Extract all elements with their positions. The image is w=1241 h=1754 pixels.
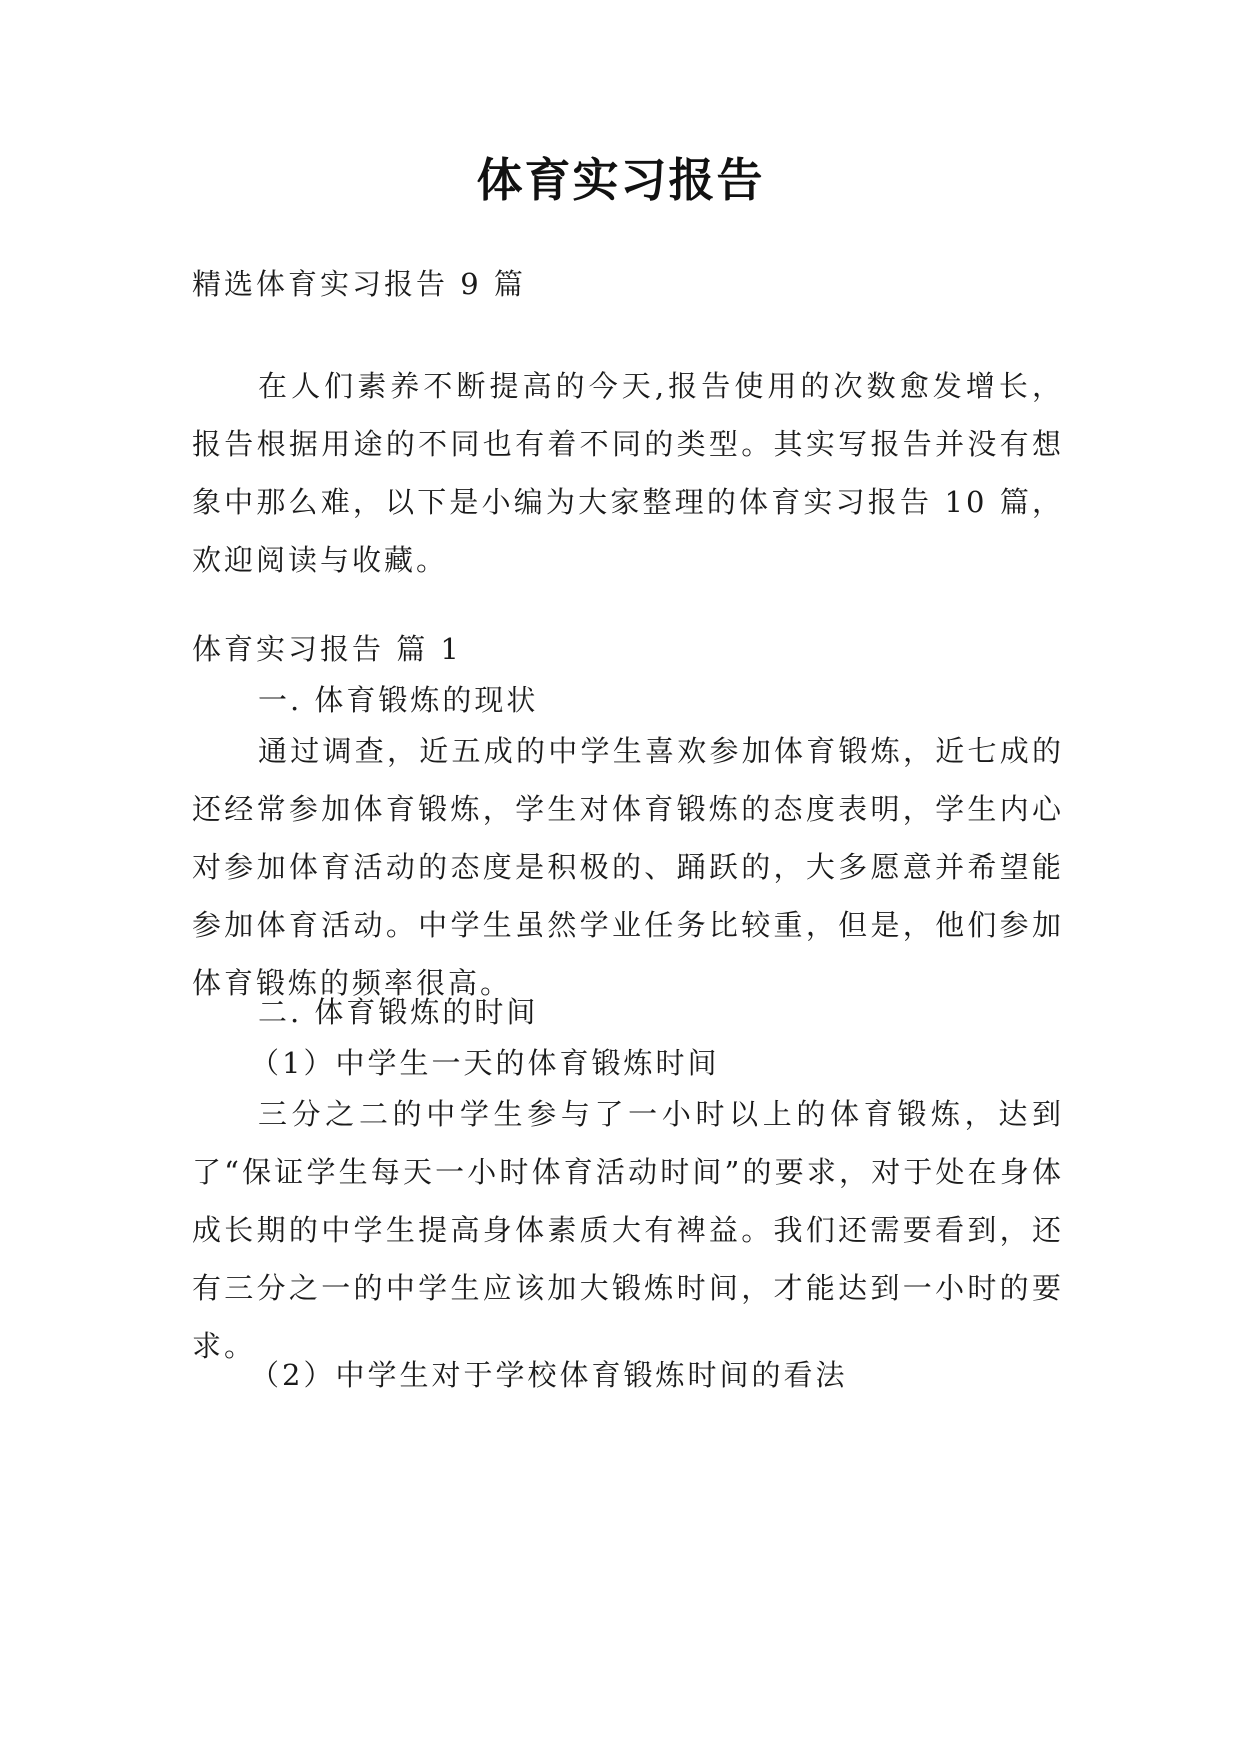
heading-exercise-time: 二. 体育锻炼的时间 <box>258 995 539 1029</box>
document-subtitle: 精选体育实习报告 9 篇 <box>192 267 526 301</box>
heading-current-status: 一. 体育锻炼的现状 <box>258 683 539 717</box>
subheading-school-time-opinion: （2）中学生对于学校体育锻炼时间的看法 <box>250 1358 848 1392</box>
section-heading: 体育实习报告 篇 1 <box>192 632 462 666</box>
document-title: 体育实习报告 <box>476 153 765 207</box>
paragraph-daily-time: 三分之二的中学生参与了一小时以上的体育锻炼，达到了“保证学生每天一小时体育活动时间”的要求，对于处在身体成长期的中学生提高身体素质大有裨益。我们还需要看到，还有三分之一的中学生应该加大锻炼时间，才能达到一小时的要求。 <box>192 1097 1064 1363</box>
subheading-daily-time: （1）中学生一天的体育锻炼时间 <box>250 1046 720 1080</box>
paragraph-current-status: 通过调查，近五成的中学生喜欢参加体育锻炼，近七成的还经常参加体育锻炼，学生对体育锻炼的态度表明，学生内心对参加体育活动的态度是积极的、踊跃的，大多愿意并希望能参加体育活动。中学生虽然学业任务比较重，但是，他们参加体育锻炼的频率很高。 <box>192 734 1064 1000</box>
intro-paragraph: 在人们素养不断提高的今天,报告使用的次数愈发增长，报告根据用途的不同也有着不同的类型。其实写报告并没有想象中那么难，以下是小编为大家整理的体育实习报告 10 篇，欢迎阅读与收藏。 <box>192 369 1064 577</box>
